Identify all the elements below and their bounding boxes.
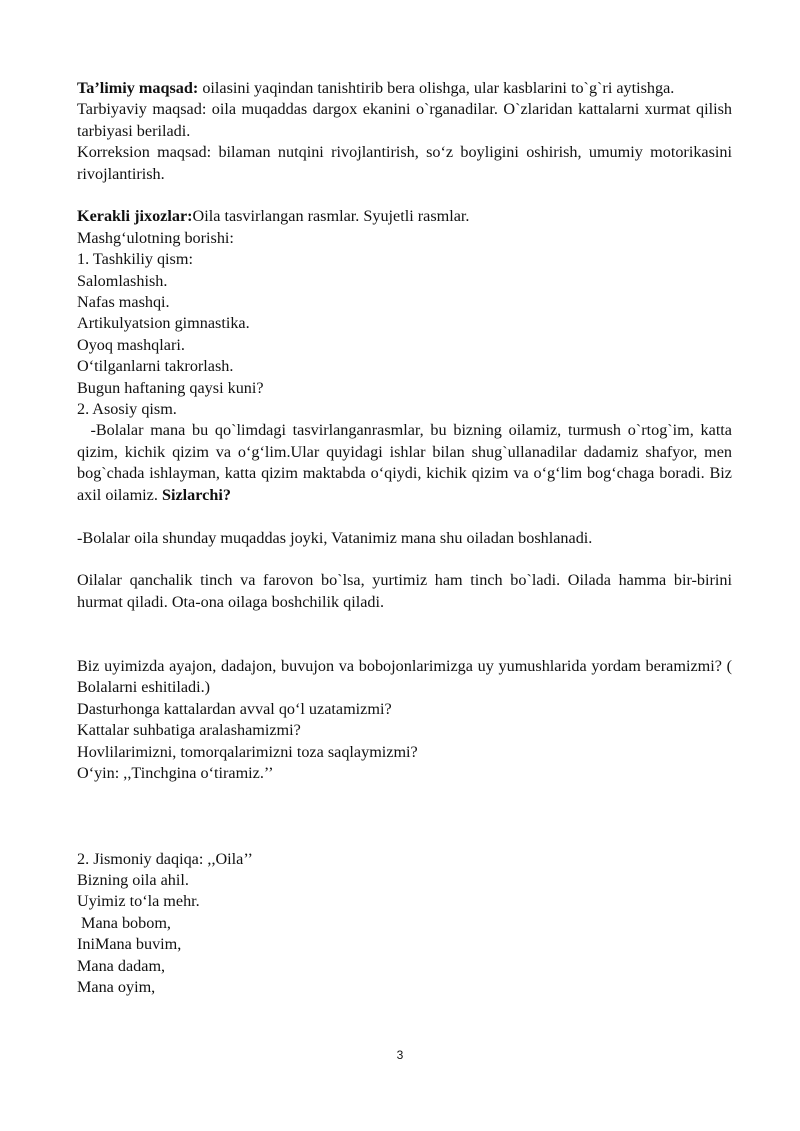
- poem-line: Mana oyim,: [77, 977, 156, 996]
- poem-line: Bizning oila ahil.: [77, 870, 189, 889]
- questions-list: [77, 699, 732, 785]
- lesson-steps: [77, 228, 732, 421]
- goal-upbringing: Tarbiyaviy maqsad: oila muqaddas dargox ekanini o`rganadilar. O`zlaridan kattalarni xurmat qilish tarbiyasi beriladi.: [77, 100, 732, 140]
- equipment-text: Oila tasvirlangan rasmlar. Syujetli rasmlar.: [192, 207, 470, 226]
- document-page: [77, 78, 737, 998]
- lesson-step-line: Artikulyatsion gimnastika.: [77, 314, 250, 333]
- poem-line: Mana bobom,: [77, 913, 171, 932]
- poem-line: 2. Jismoniy daqiqa: ,,Oila’’: [77, 849, 253, 868]
- lesson-step-line: Bugun haftaning qaysi kuni?: [77, 378, 264, 397]
- equipment-line: [77, 206, 732, 227]
- help-paragraph: Biz uyimizda ayajon, dadajon, buvujon va bobojonlarimizga uy yumushlarida yordam beramizmi? ( Bolalarni eshitiladi.): [77, 656, 732, 697]
- question-line: Hovlilarimizni, tomorqalarimizni toza saqlaymizmi?: [77, 742, 418, 761]
- physical-minute: [77, 849, 732, 999]
- goal-correction: Korreksion maqsad: bilaman nutqini rivojlantirish, so‘z boyligini oshirish, umumiy motorikasini rivojlantirish.: [77, 143, 732, 183]
- lesson-step-line: Salomlashish.: [77, 271, 168, 290]
- page-number: 3: [396, 1048, 404, 1062]
- question-line: Kattalar suhbatiga aralashamizmi?: [77, 721, 301, 740]
- lesson-step-line: Mashg‘ulotning borishi:: [77, 228, 234, 247]
- poem-line: Mana dadam,: [77, 956, 166, 975]
- equipment-label: Kerakli jixozlar:: [77, 207, 193, 226]
- goal-educational-text: oilasini yaqindan tanishtirib bera olishga, ular kasblarini to`g`ri aytishga.: [198, 79, 675, 97]
- lesson-step-line: Oyoq mashqlari.: [77, 335, 185, 354]
- families-paragraph: Oilalar qanchalik tinch va farovon bo`lsa, yurtimiz ham tinch bo`ladi. Oilada hamma bir-birini hurmat qiladi. Ota-ona oilaga boshchilik qiladi.: [77, 571, 732, 611]
- goal-educational: [77, 78, 732, 99]
- question-line: Dasturhonga kattalardan avval qo‘l uzatamizmi?: [77, 699, 392, 718]
- main-paragraph-question: Sizlarchi?: [161, 485, 231, 504]
- main-paragraph: [77, 420, 737, 506]
- holy-place-paragraph: -Bolalar oila shunday muqaddas joyki, Vatanimiz mana shu oiladan boshlanadi.: [77, 528, 593, 547]
- lesson-step-line: 1. Tashkiliy qism:: [77, 250, 193, 269]
- poem-line: IniMana buvim,: [77, 935, 182, 954]
- main-paragraph-text: -Bolalar mana bu qo`limdagi tasvirlanganrasmlar, bu bizning oilamiz, turmush o`rtog`im, katta qizim, kichik qizim va o‘g‘lim.Ular quyidagi ishlar bilan shug`ullanadilar dadamiz shafyor, men bog`chada ishlayman, katta qizim maktabda o‘qiydi, kichik qizim va o‘g‘lim bog‘chaga boradi. Biz axil oilamiz.: [77, 421, 737, 504]
- lesson-step-line: 2. Asosiy qism.: [77, 400, 177, 419]
- goal-educational-label: Ta’limiy maqsad:: [77, 79, 199, 97]
- lesson-step-line: O‘tilganlarni takrorlash.: [77, 357, 234, 376]
- poem-line: Uyimiz to‘la mehr.: [77, 892, 200, 911]
- question-line: O‘yin: ,,Tinchgina o‘tiramiz.’’: [77, 763, 274, 782]
- lesson-step-line: Nafas mashqi.: [77, 293, 170, 312]
